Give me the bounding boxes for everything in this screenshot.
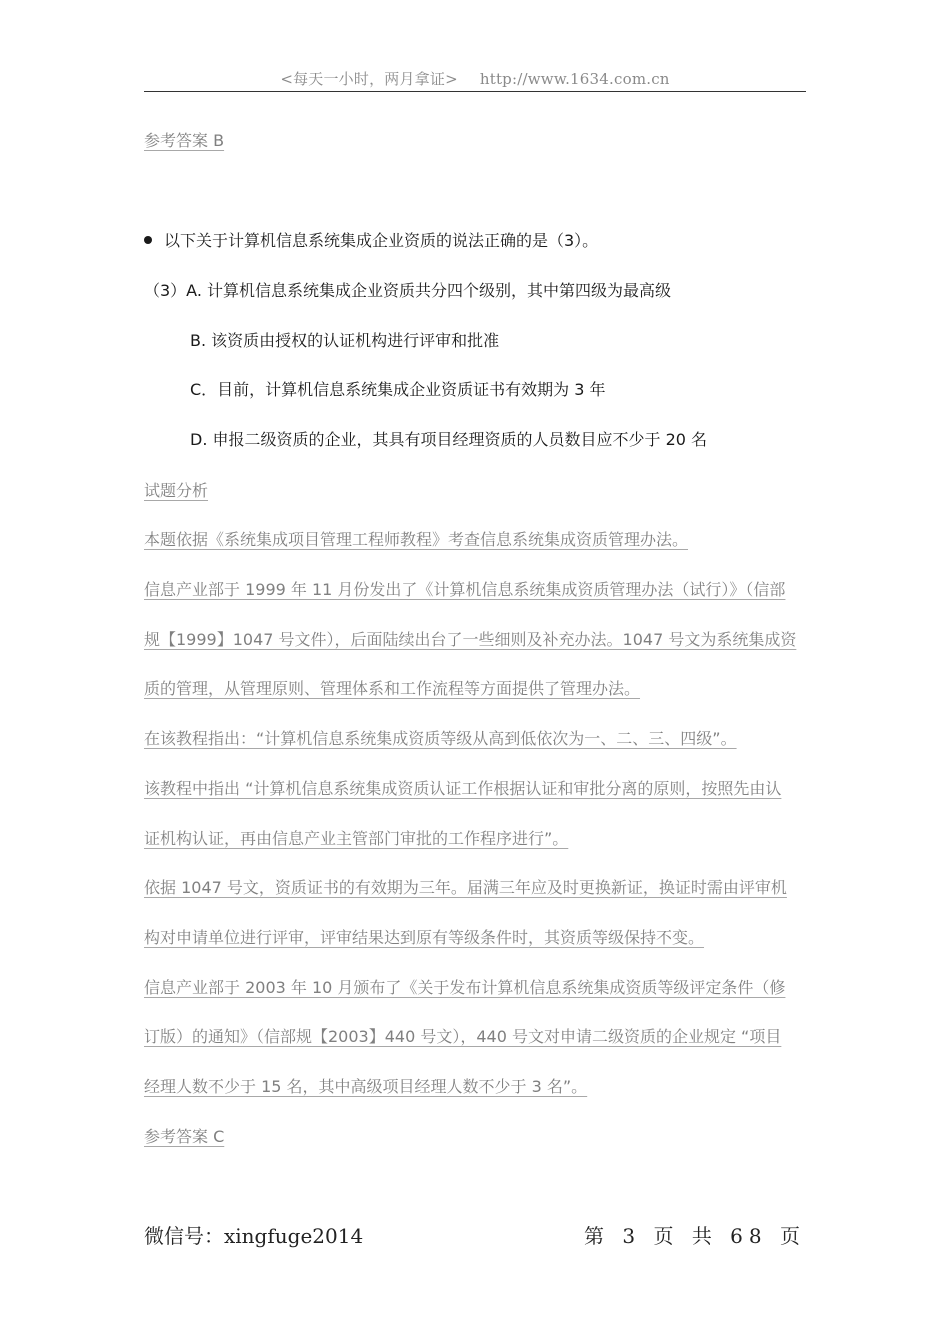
analysis-line: 信息产业部于 1999 年 11 月份发出了《计算机信息系统集成资质管理办法（试行）》（信部 — [144, 580, 786, 599]
answer: 参考答案 C — [144, 1127, 225, 1146]
analysis-line: 依据 1047 号文，资质证书的有效期为三年。届满三年应及时更换新证，换证时需由评审机 — [144, 878, 787, 897]
header-url[interactable]: http://www.1634.com.cn — [479, 70, 670, 88]
header-divider — [144, 91, 806, 92]
option-b: B. 该资质由授权的认证机构进行评审和批准 — [190, 331, 500, 350]
analysis-line: 质的管理，从管理原则、管理体系和工作流程等方面提供了管理办法。 — [144, 679, 641, 698]
analysis-line: 本题依据《系统集成项目管理工程师教程》考查信息系统集成资质管理办法。 — [144, 530, 689, 549]
question-stem — [144, 229, 806, 253]
analysis-line: 经理人数不少于 15 名，其中高级项目经理人数不少于 3 名”。 — [144, 1077, 588, 1096]
analysis-line: 证机构认证，再由信息产业主管部门审批的工作程序进行”。 — [144, 829, 569, 848]
footer-wechat: 微信号：xingfuge2014 — [144, 1224, 364, 1248]
previous-answer: 参考答案 B — [144, 131, 225, 150]
analysis-heading: 试题分析 — [144, 481, 209, 500]
analysis-line: 该教程中指出 “计算机信息系统集成资质认证工作根据认证和审批分离的原则，按照先由认 — [144, 779, 782, 798]
footer-page-number: 第 3 页 共 68 页 — [584, 1224, 806, 1248]
header-slogan: <每天一小时，两月拿证> — [280, 70, 458, 88]
analysis-line: 信息产业部于 2003 年 10 月颁布了《关于发布计算机信息系统集成资质等级评定条件（修 — [144, 978, 786, 997]
option-c: C．目前，计算机信息系统集成企业资质证书有效期为 3 年 — [190, 380, 606, 399]
page-header — [144, 68, 806, 89]
option-d: D. 申报二级资质的企业，其具有项目经理资质的人员数目应不少于 20 名 — [190, 430, 708, 449]
analysis-line: 订版）的通知》（信部规【2003】440 号文），440 号文对申请二级资质的企业规定 “项目 — [144, 1027, 782, 1046]
question-stem-text: 以下关于计算机信息系统集成企业资质的说法正确的是（3）。 — [164, 231, 599, 250]
analysis-line: 构对申请单位进行评审，评审结果达到原有等级条件时，其资质等级保持不变。 — [144, 928, 705, 947]
option-a: （3）A. 计算机信息系统集成企业资质共分四个级别，其中第四级为最高级 — [144, 281, 672, 300]
analysis-line: 在该教程指出：“计算机信息系统集成资质等级从高到低依次为一、二、三、四级”。 — [144, 729, 737, 748]
page-footer — [144, 1220, 806, 1250]
bullet-icon — [144, 236, 152, 244]
analysis-line: 规【1999】1047 号文件），后面陆续出台了一些细则及补充办法。1047 号文为系统集成资 — [144, 630, 797, 649]
